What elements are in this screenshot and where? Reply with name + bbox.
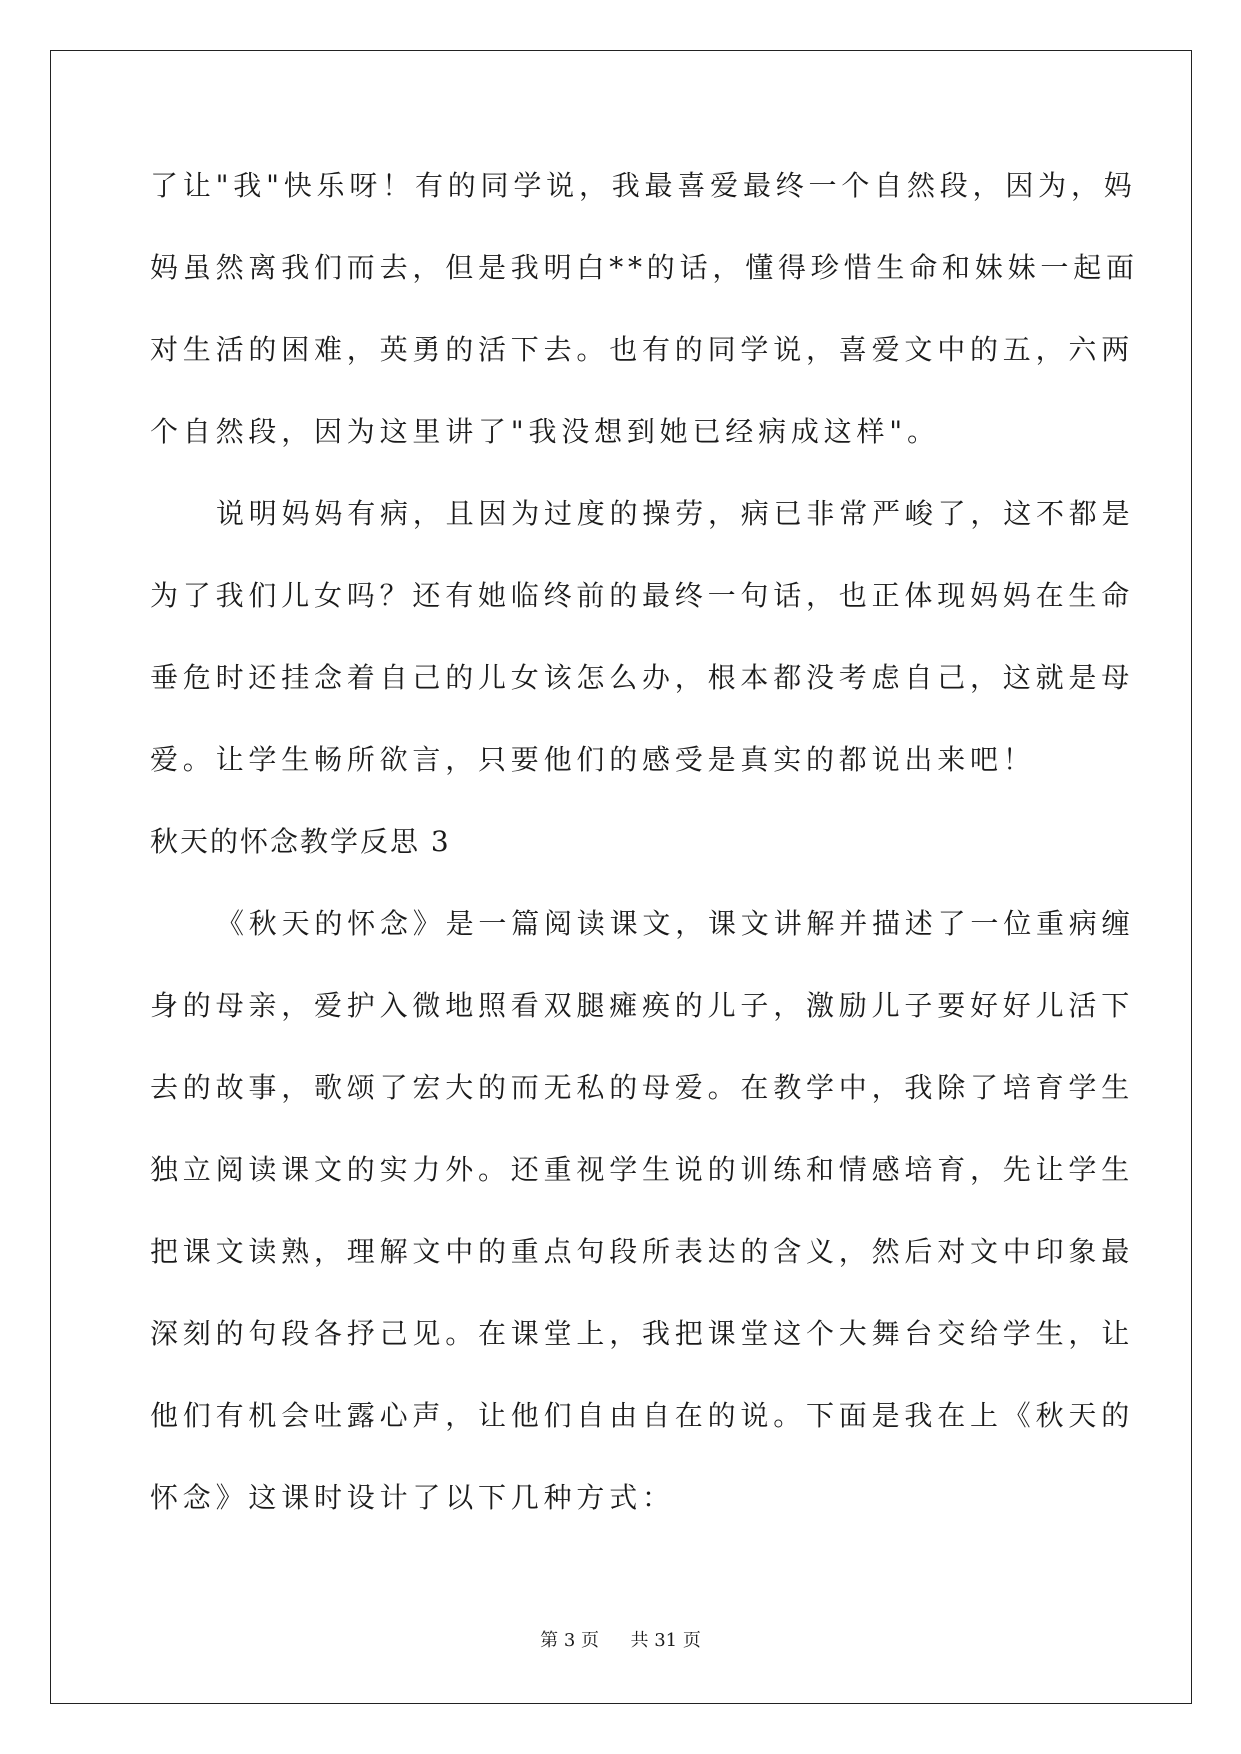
page-footer xyxy=(0,1626,1241,1652)
paragraph-line: 妈虽然离我们而去，但是我明白**的话，懂得珍惜生命和妹妹一起面 xyxy=(150,251,1139,284)
paragraph-line: 去的故事，歌颂了宏大的而无私的母爱。在教学中，我除了培育学生 xyxy=(150,1071,1135,1104)
paragraph-line: 对生活的困难，英勇的活下去。也有的同学说，喜爱文中的五，六两 xyxy=(150,333,1135,366)
page-number-total: 共 31 页 xyxy=(630,1630,701,1651)
paragraph-line: 了让"我"快乐呀！有的同学说，我最喜爱最终一个自然段，因为，妈 xyxy=(150,169,1137,202)
paragraph-line: 他们有机会吐露心声，让他们自由自在的说。下面是我在上《秋天的 xyxy=(150,1399,1135,1432)
paragraph-line: 独立阅读课文的实力外。还重视学生说的训练和情感培育，先让学生 xyxy=(150,1153,1135,1186)
document-body xyxy=(150,160,1139,1554)
paragraph-line: 把课文读熟，理解文中的重点句段所表达的含义，然后对文中印象最 xyxy=(150,1235,1135,1268)
paragraph-line: 为了我们儿女吗？还有她临终前的最终一句话，也正体现妈妈在生命 xyxy=(150,579,1135,612)
section-heading: 秋天的怀念教学反思 3 xyxy=(150,825,451,858)
paragraph-line: 身的母亲，爱护入微地照看双腿瘫痪的儿子，激励儿子要好好儿活下 xyxy=(150,989,1135,1022)
paragraph-line: 爱。让学生畅所欲言，只要他们的感受是真实的都说出来吧！ xyxy=(150,743,1036,776)
paragraph-line: 说明妈妈有病，且因为过度的操劳，病已非常严峻了，这不都是 xyxy=(216,497,1135,530)
paragraph-line: 《秋天的怀念》是一篇阅读课文，课文讲解并描述了一位重病缠 xyxy=(216,907,1135,940)
paragraph-line: 垂危时还挂念着自己的儿女该怎么办，根本都没考虑自己，这就是母 xyxy=(150,661,1135,694)
page-number-current: 第 3 页 xyxy=(540,1630,600,1651)
paragraph-line: 个自然段，因为这里讲了"我没想到她已经病成这样"。 xyxy=(150,415,940,448)
paragraph-line: 怀念》这课时设计了以下几种方式： xyxy=(150,1481,675,1514)
paragraph-line: 深刻的句段各抒己见。在课堂上，我把课堂这个大舞台交给学生，让 xyxy=(150,1317,1135,1350)
